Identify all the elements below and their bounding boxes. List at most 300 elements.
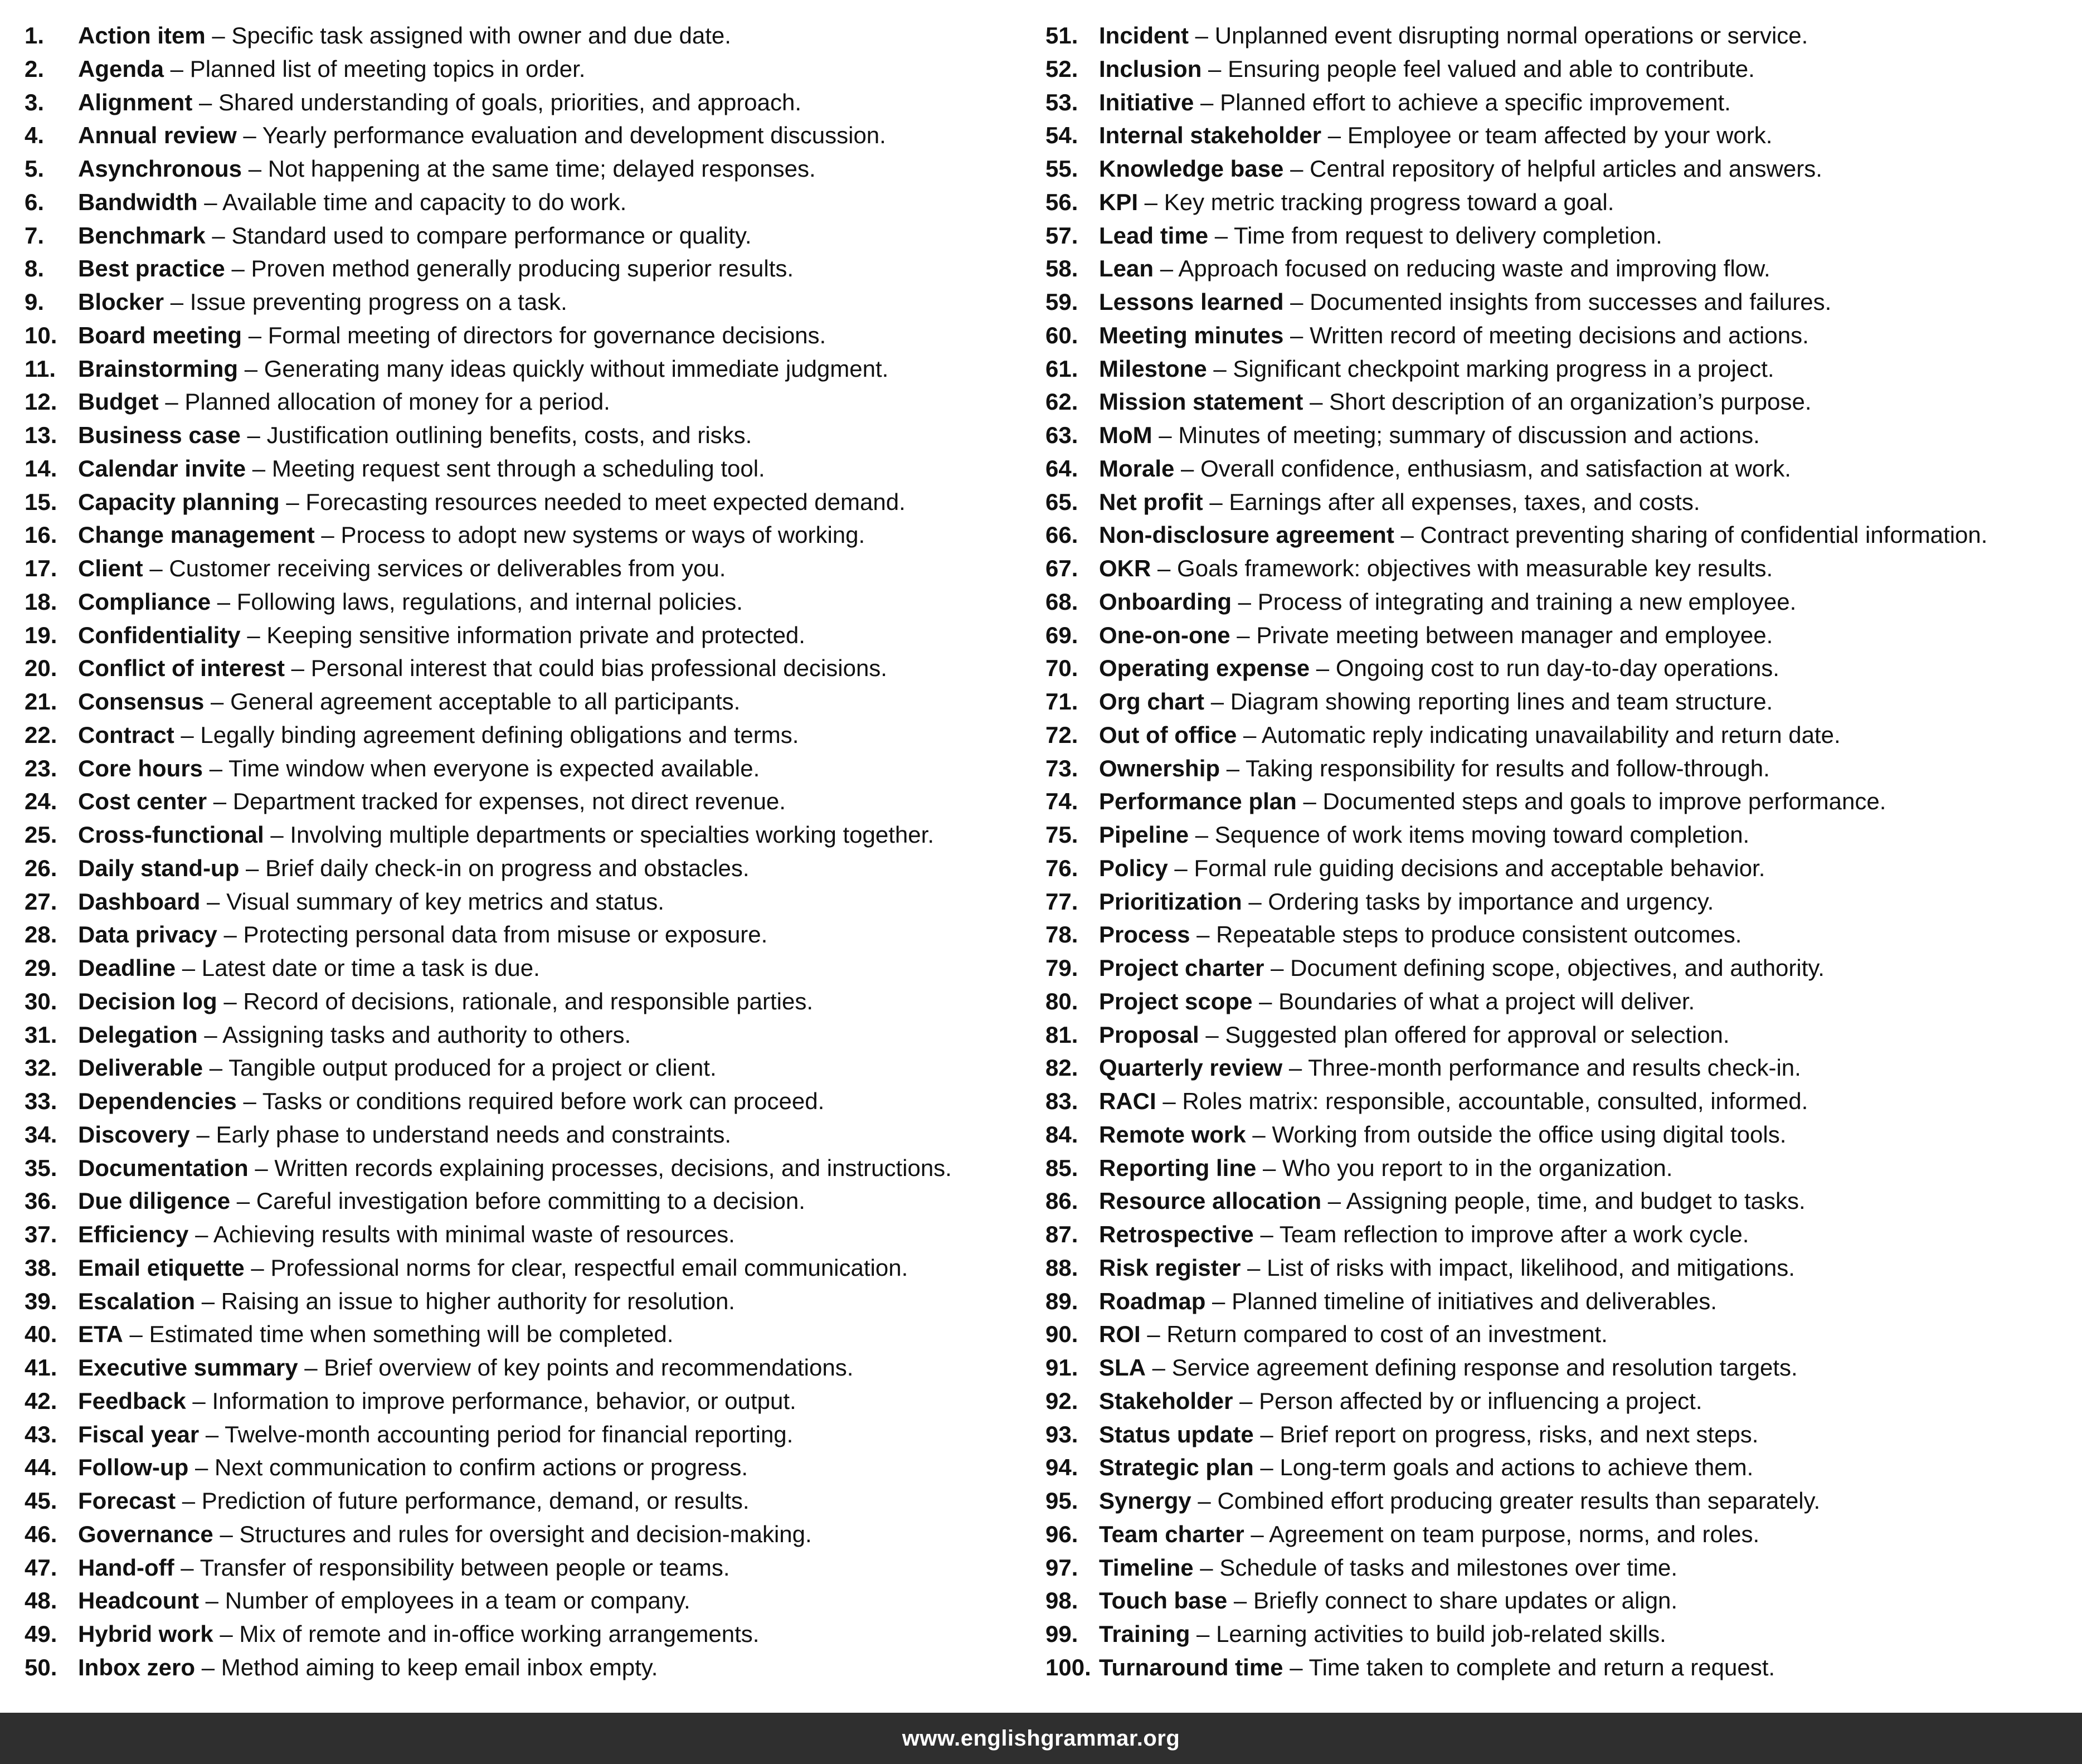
item-number: 31. [25, 1021, 57, 1048]
term-separator: – [244, 1254, 271, 1281]
term-name: Forecast [78, 1488, 176, 1514]
item-number: 3. [25, 89, 45, 115]
glossary-item [1045, 1018, 2071, 1052]
glossary-item [25, 1251, 1028, 1285]
term-name: Morale [1099, 455, 1175, 482]
item-number: 91. [1045, 1354, 1078, 1381]
term-separator: – [1252, 988, 1279, 1014]
item-number: 62. [1045, 388, 1078, 415]
item-number: 86. [1045, 1188, 1078, 1214]
term-name: Stakeholder [1099, 1387, 1233, 1414]
term-name: Core hours [78, 755, 203, 781]
term-separator: – [1310, 655, 1336, 682]
item-number: 79. [1045, 955, 1078, 981]
item-text [78, 885, 664, 919]
term-separator: – [1156, 1088, 1183, 1114]
glossary-item [1045, 219, 2071, 252]
item-text [78, 1184, 805, 1218]
item-number: 69. [1045, 621, 1078, 648]
item-text [1099, 718, 1841, 752]
glossary-item [25, 1218, 1028, 1251]
glossary-item [1045, 752, 2071, 785]
term-name: Retrospective [1099, 1221, 1254, 1247]
item-text [78, 1318, 673, 1351]
term-name: ETA [78, 1321, 123, 1348]
item-number: 29. [25, 955, 57, 981]
term-name: Lessons learned [1099, 289, 1284, 315]
item-text [1099, 1484, 1820, 1518]
glossary-item [25, 852, 1028, 885]
item-text [78, 818, 934, 852]
glossary-item [1045, 918, 2071, 951]
term-name: Touch base [1099, 1587, 1228, 1614]
term-separator: – [1242, 888, 1268, 915]
item-number: 77. [1045, 888, 1078, 915]
term-definition: Combined effort producing greater results than separately. [1217, 1488, 1821, 1514]
glossary-item [1045, 552, 2071, 585]
term-separator: – [1283, 155, 1310, 182]
glossary-item [25, 1285, 1028, 1318]
glossary-item [25, 918, 1028, 951]
item-number: 22. [25, 721, 57, 748]
term-separator: – [203, 1054, 229, 1081]
term-name: Roadmap [1099, 1287, 1206, 1314]
term-definition: Number of employees in a team or company. [225, 1587, 690, 1614]
term-separator: – [174, 721, 201, 748]
term-definition: Prediction of future performance, demand, or results. [201, 1488, 750, 1514]
term-name: Project scope [1099, 988, 1253, 1014]
term-name: Agenda [78, 55, 164, 82]
term-definition: Significant checkpoint marking progress in a project. [1233, 355, 1774, 382]
term-separator: – [186, 1387, 212, 1414]
glossary-item [25, 552, 1028, 585]
item-text [1099, 852, 1765, 885]
item-text [78, 1251, 908, 1285]
term-separator: – [1205, 1287, 1232, 1314]
item-number: 71. [1045, 688, 1078, 715]
term-separator: – [200, 888, 227, 915]
term-definition: Raising an issue to higher authority for resolution. [221, 1287, 735, 1314]
item-text [78, 619, 805, 652]
item-number: 63. [1045, 422, 1078, 448]
term-separator: – [314, 522, 341, 548]
term-name: Operating expense [1099, 655, 1310, 682]
term-separator: – [236, 1088, 262, 1114]
term-separator: – [1303, 388, 1330, 415]
item-number: 25. [25, 822, 57, 848]
term-separator: – [1321, 122, 1348, 149]
term-name: Turnaround time [1099, 1654, 1283, 1680]
item-number: 74. [1045, 788, 1078, 815]
term-name: Blocker [78, 289, 164, 315]
term-definition: Documented insights from successes and failures. [1310, 289, 1832, 315]
item-number: 98. [1045, 1587, 1078, 1614]
term-name: Escalation [78, 1287, 196, 1314]
glossary-item [25, 818, 1028, 852]
glossary-item [1045, 951, 2071, 985]
term-definition: Sequence of work items moving toward completion. [1214, 822, 1750, 848]
term-definition: Ongoing cost to run day-to-day operations. [1335, 655, 1779, 682]
term-separator: – [1152, 422, 1179, 448]
term-definition: Goals framework: objectives with measurable key results. [1177, 555, 1773, 581]
item-number: 42. [25, 1387, 57, 1414]
item-text [78, 285, 567, 319]
item-number: 66. [1045, 522, 1078, 548]
glossary-item [1045, 1617, 2071, 1651]
item-number: 82. [1045, 1054, 1078, 1081]
term-name: RACI [1099, 1088, 1156, 1114]
item-number: 65. [1045, 488, 1078, 515]
footer-bar [0, 1713, 2082, 1764]
glossary-item [1045, 852, 2071, 885]
glossary-item [1045, 1551, 2071, 1585]
footer-url[interactable]: www.englishgrammar.org [902, 1726, 1180, 1751]
term-name: Out of office [1099, 721, 1237, 748]
glossary-item [1045, 352, 2071, 386]
glossary-item [25, 652, 1028, 685]
item-number: 35. [25, 1154, 57, 1181]
term-name: Prioritization [1099, 888, 1242, 915]
item-number: 7. [25, 222, 45, 249]
glossary-item [1045, 319, 2071, 352]
term-name: Annual review [78, 122, 237, 149]
term-separator: – [1154, 255, 1179, 282]
term-separator: – [1220, 755, 1246, 781]
term-name: Org chart [1099, 688, 1205, 715]
glossary-item [1045, 785, 2071, 818]
item-text [78, 518, 865, 552]
item-number: 19. [25, 621, 57, 648]
glossary-item [1045, 1318, 2071, 1351]
item-number: 39. [25, 1287, 57, 1314]
item-number: 70. [1045, 655, 1078, 682]
term-definition: Employee or team affected by your work. [1347, 122, 1773, 149]
term-separator: – [1190, 1621, 1217, 1647]
item-text [1099, 1285, 1717, 1318]
item-number: 73. [1045, 755, 1078, 781]
term-name: Asynchronous [78, 155, 242, 182]
term-separator: – [207, 788, 233, 815]
item-text [1099, 219, 1662, 252]
term-separator: – [240, 621, 267, 648]
term-name: Reporting line [1099, 1154, 1257, 1181]
term-separator: – [1296, 788, 1323, 815]
term-definition: Early phase to understand needs and constraints. [216, 1121, 732, 1148]
term-definition: Brief report on progress, risks, and next steps. [1280, 1421, 1759, 1447]
term-definition: Short description of an organization’s purpose. [1329, 388, 1812, 415]
item-text [1099, 552, 1773, 585]
item-number: 76. [1045, 854, 1078, 881]
term-name: Performance plan [1099, 788, 1297, 815]
term-definition: Agreement on team purpose, norms, and roles. [1269, 1520, 1760, 1547]
term-definition: Working from outside the office using digital tools. [1272, 1121, 1787, 1148]
glossary-item [25, 52, 1028, 86]
term-separator: – [1140, 1321, 1167, 1348]
term-name: Bandwidth [78, 188, 198, 215]
glossary-item [25, 252, 1028, 285]
item-number: 43. [25, 1421, 57, 1447]
item-number: 10. [25, 322, 57, 348]
glossary-item [25, 1118, 1028, 1151]
term-separator: – [1189, 822, 1215, 848]
term-definition: General agreement acceptable to all participants. [230, 688, 741, 715]
glossary-item [25, 1651, 1028, 1684]
item-number: 28. [25, 921, 57, 948]
term-name: Board meeting [78, 322, 242, 348]
term-definition: Tangible output produced for a project or client. [228, 1054, 717, 1081]
glossary-item [1045, 152, 2071, 186]
item-number: 47. [25, 1554, 57, 1581]
term-definition: Legally binding agreement defining obligations and terms. [200, 721, 799, 748]
term-separator: – [246, 455, 272, 482]
term-definition: Time taken to complete and return a request. [1308, 1654, 1775, 1680]
term-separator: – [264, 822, 290, 848]
item-text [1099, 818, 1749, 852]
term-definition: Shared understanding of goals, priorities, and approach. [218, 89, 802, 115]
term-definition: Minutes of meeting; summary of discussion and actions. [1178, 422, 1760, 448]
glossary-item [1045, 818, 2071, 852]
term-name: Compliance [78, 588, 211, 615]
item-text [78, 1118, 731, 1151]
glossary-item [1045, 1151, 2071, 1185]
term-definition: Yearly performance evaluation and development discussion. [262, 122, 886, 149]
item-number: 87. [1045, 1221, 1078, 1247]
item-number: 14. [25, 455, 57, 482]
term-separator: – [1207, 355, 1233, 382]
term-separator: – [1283, 322, 1310, 348]
term-separator: – [188, 1454, 215, 1481]
glossary-item [1045, 1218, 2071, 1251]
glossary-item [1045, 1651, 2071, 1684]
item-text [1099, 385, 1812, 419]
term-definition: Written record of meeting decisions and actions. [1310, 322, 1809, 348]
term-separator: – [1394, 522, 1421, 548]
item-text [78, 252, 794, 285]
glossary-item [25, 119, 1028, 152]
term-definition: Service agreement defining response and resolution targets. [1171, 1354, 1798, 1381]
term-name: SLA [1099, 1354, 1146, 1381]
term-definition: Structures and rules for oversight and decision-making. [239, 1520, 812, 1547]
item-number: 61. [1045, 355, 1078, 382]
term-name: Email etiquette [78, 1254, 245, 1281]
glossary-item [1045, 419, 2071, 452]
item-number: 2. [25, 55, 45, 82]
item-text [1099, 652, 1779, 685]
term-name: Executive summary [78, 1354, 298, 1381]
term-definition: Planned effort to achieve a specific improvement. [1220, 89, 1731, 115]
term-definition: Mix of remote and in-office working arrangements. [239, 1621, 760, 1647]
term-definition: Learning activities to build job-related skills. [1216, 1621, 1666, 1647]
item-text [78, 186, 626, 219]
item-text [78, 319, 826, 352]
item-text [78, 1285, 735, 1318]
item-text [1099, 1318, 1608, 1351]
glossary-item [25, 685, 1028, 718]
item-number: 97. [1045, 1554, 1078, 1581]
item-number: 13. [25, 422, 57, 448]
glossary-item [25, 319, 1028, 352]
term-definition: Standard used to compare performance or quality. [231, 222, 752, 249]
item-number: 52. [1045, 55, 1078, 82]
item-number: 26. [25, 854, 57, 881]
term-name: Dependencies [78, 1088, 237, 1114]
term-definition: Schedule of tasks and milestones over time. [1219, 1554, 1678, 1581]
item-text [1099, 1218, 1749, 1251]
term-separator: – [158, 388, 185, 415]
term-definition: Contract preventing sharing of confidential information. [1420, 522, 1988, 548]
term-definition: Documented steps and goals to improve performance. [1322, 788, 1886, 815]
term-name: Feedback [78, 1387, 186, 1414]
glossary-item [1045, 1484, 2071, 1518]
item-text [78, 1018, 631, 1052]
term-name: Confidentiality [78, 621, 241, 648]
item-number: 1. [25, 22, 45, 48]
item-number: 67. [1045, 555, 1078, 581]
item-number: 54. [1045, 122, 1078, 149]
glossary-item [25, 19, 1028, 52]
item-text [78, 552, 726, 585]
term-name: Cross-functional [78, 822, 264, 848]
glossary-item [25, 785, 1028, 818]
term-name: Daily stand-up [78, 854, 240, 881]
glossary-item [25, 1051, 1028, 1085]
item-text [78, 119, 886, 152]
term-separator: – [1233, 1387, 1259, 1414]
term-separator: – [1199, 1021, 1225, 1048]
item-text [1099, 119, 1772, 152]
term-name: Cost center [78, 788, 207, 815]
term-separator: – [1168, 854, 1194, 881]
glossary-item [1045, 1184, 2071, 1218]
glossary-item [1045, 1384, 2071, 1418]
term-separator: – [279, 488, 306, 515]
glossary-item [1045, 718, 2071, 752]
item-number: 80. [1045, 988, 1078, 1014]
glossary-item [1045, 186, 2071, 219]
glossary-item [25, 1617, 1028, 1651]
term-definition: Assigning tasks and authority to others. [222, 1021, 631, 1048]
glossary-item [1045, 1285, 2071, 1318]
item-text [1099, 285, 1831, 319]
item-number: 72. [1045, 721, 1078, 748]
glossary-item [25, 385, 1028, 419]
term-name: Consensus [78, 688, 205, 715]
item-number: 34. [25, 1121, 57, 1148]
term-definition: Customer receiving services or deliverables from you. [169, 555, 726, 581]
term-name: Non-disclosure agreement [1099, 522, 1394, 548]
term-definition: Planned timeline of initiatives and deliverables. [1232, 1287, 1717, 1314]
item-number: 88. [1045, 1254, 1078, 1281]
term-definition: Written records explaining processes, decisions, and instructions. [274, 1154, 952, 1181]
term-name: Decision log [78, 988, 217, 1014]
item-text [1099, 1085, 1808, 1118]
item-text [1099, 918, 1742, 951]
term-separator: – [1201, 55, 1228, 82]
item-number: 23. [25, 755, 57, 781]
item-number: 51. [1045, 22, 1078, 48]
item-text [78, 385, 610, 419]
term-name: Lead time [1099, 222, 1209, 249]
item-text [78, 1418, 793, 1451]
term-definition: Personal interest that could bias professional decisions. [310, 655, 887, 682]
item-text [1099, 19, 1808, 52]
item-text [1099, 186, 1614, 219]
term-name: KPI [1099, 188, 1139, 215]
term-definition: Twelve-month accounting period for financial reporting. [225, 1421, 794, 1447]
term-definition: Document defining scope, objectives, and authority. [1290, 955, 1825, 981]
term-definition: Proven method generally producing superior results. [251, 255, 794, 282]
item-text [78, 1151, 952, 1185]
item-number: 41. [25, 1354, 57, 1381]
item-number: 93. [1045, 1421, 1078, 1447]
term-definition: Information to improve performance, behavior, or output. [212, 1387, 796, 1414]
glossary-item [1045, 518, 2071, 552]
term-definition: Next communication to confirm actions or progress. [214, 1454, 748, 1481]
glossary-column-right [1045, 19, 2071, 1684]
item-number: 40. [25, 1321, 57, 1348]
glossary-item [25, 951, 1028, 985]
term-definition: Involving multiple departments or specialties working together. [290, 822, 934, 848]
term-separator: – [123, 1321, 149, 1348]
term-separator: – [174, 1554, 200, 1581]
term-definition: Department tracked for expenses, not direct revenue. [232, 788, 786, 815]
item-number: 84. [1045, 1121, 1078, 1148]
item-text [78, 1085, 824, 1118]
term-separator: – [1256, 1154, 1283, 1181]
term-name: Pipeline [1099, 822, 1189, 848]
item-number: 45. [25, 1488, 57, 1514]
term-definition: Generating many ideas quickly without immediate judgment. [264, 355, 889, 382]
term-definition: Team reflection to improve after a work cycle. [1279, 1221, 1749, 1247]
term-definition: Keeping sensitive information private and protected. [266, 621, 805, 648]
glossary-item [25, 1484, 1028, 1518]
term-separator: – [242, 155, 268, 182]
item-number: 68. [1045, 588, 1078, 615]
glossary-item [1045, 52, 2071, 86]
term-definition: Record of decisions, rationale, and responsible parties. [243, 988, 813, 1014]
glossary-item [1045, 619, 2071, 652]
term-name: Status update [1099, 1421, 1254, 1447]
term-definition: Justification outlining benefits, costs, and risks. [266, 422, 752, 448]
glossary-item [25, 1384, 1028, 1418]
term-definition: Taking responsibility for results and follow-through. [1245, 755, 1770, 781]
term-separator: – [230, 1188, 256, 1214]
glossary-item [25, 619, 1028, 652]
item-text [78, 752, 760, 785]
item-text [1099, 785, 1886, 818]
term-separator: – [1246, 1121, 1272, 1148]
item-text [1099, 352, 1774, 386]
term-definition: Planned allocation of money for a period. [184, 388, 610, 415]
item-number: 5. [25, 155, 45, 182]
item-text [78, 86, 801, 119]
term-name: Budget [78, 388, 159, 415]
term-name: Dashboard [78, 888, 201, 915]
item-number: 46. [25, 1520, 57, 1547]
item-text [78, 1051, 717, 1085]
glossary-item [25, 485, 1028, 519]
term-definition: Issue preventing progress on a task. [189, 289, 567, 315]
term-separator: – [1203, 488, 1229, 515]
item-text [78, 1651, 658, 1684]
term-name: Process [1099, 921, 1190, 948]
item-text [1099, 319, 1809, 352]
glossary-item [25, 86, 1028, 119]
term-separator: – [197, 1021, 223, 1048]
glossary-item [25, 1184, 1028, 1218]
term-separator: – [195, 1287, 221, 1314]
glossary-item [1045, 985, 2071, 1018]
